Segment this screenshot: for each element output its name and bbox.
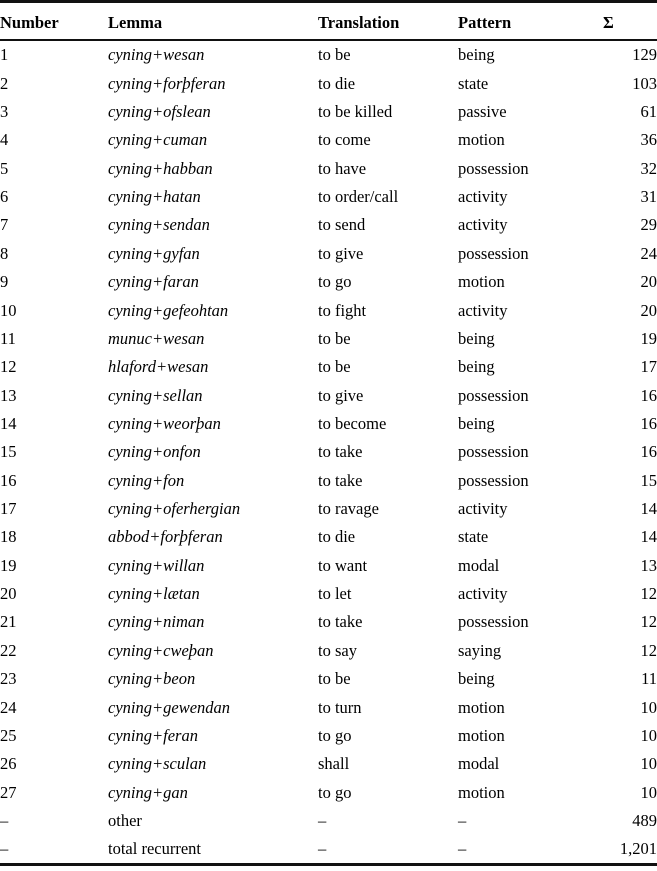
cell-number: 12: [0, 357, 17, 377]
cell-sum: 1,201: [619, 839, 657, 859]
cell-translation: to give: [318, 243, 364, 263]
cell-translation: to order/call: [318, 187, 399, 207]
cell-translation: to be: [318, 328, 351, 348]
cell-translation: to be: [318, 669, 351, 689]
cell-lemma: cyning+gewendan: [108, 697, 231, 717]
cell-translation: to become: [318, 413, 387, 433]
cell-pattern: activity: [458, 300, 508, 320]
cell-translation: –: [318, 839, 327, 859]
cell-sum: 10: [640, 725, 657, 745]
cell-translation: to take: [318, 442, 363, 462]
table-row: [0, 126, 657, 154]
cell-translation: to give: [318, 385, 364, 405]
cell-translation: –: [318, 811, 327, 830]
cell-pattern: being: [458, 669, 495, 689]
table-row: [0, 98, 657, 126]
cell-sum: 15: [640, 470, 657, 490]
cell-translation: to fight: [318, 300, 367, 320]
cell-pattern: possession: [458, 385, 529, 405]
cell-sum: 61: [640, 102, 657, 122]
cell-pattern: activity: [458, 187, 508, 207]
cell-sum: 16: [640, 442, 657, 462]
cell-pattern: –: [458, 811, 467, 830]
cell-sum: 20: [640, 272, 657, 292]
cell-lemma: cyning+faran: [108, 272, 199, 292]
bottom-rule-inner: [0, 866, 657, 871]
cell-translation: to be: [318, 357, 351, 377]
cell-number: 7: [0, 215, 9, 235]
cell-number: 20: [0, 584, 17, 604]
cell-pattern: possession: [458, 612, 529, 632]
cell-pattern: –: [458, 839, 467, 859]
cell-sum: 14: [640, 499, 657, 519]
cell-number: 26: [0, 754, 17, 774]
cell-lemma: munuc+wesan: [108, 328, 205, 348]
cell-sum: 129: [632, 45, 657, 65]
cell-pattern: being: [458, 357, 495, 377]
cell-pattern: motion: [458, 782, 505, 802]
table-row: [0, 438, 657, 466]
cell-sum: 17: [640, 357, 657, 377]
cell-sum: 12: [640, 584, 657, 604]
cell-sum: 36: [640, 130, 657, 150]
cell-lemma: cyning+habban: [108, 158, 213, 178]
cell-translation: to be: [318, 45, 351, 65]
cell-translation: to die: [318, 527, 356, 547]
cell-sum: 32: [640, 158, 657, 178]
table-row: [0, 523, 657, 551]
cell-pattern: possession: [458, 243, 529, 263]
cell-lemma: abbod+forþferan: [108, 527, 223, 547]
cell-sum: 16: [640, 385, 657, 405]
cell-number: 17: [0, 499, 17, 519]
cell-translation: to have: [318, 158, 367, 178]
cell-pattern: being: [458, 328, 495, 348]
table-row: [0, 665, 657, 693]
cell-number: 22: [0, 640, 17, 660]
table-row: [0, 240, 657, 268]
table-body: [0, 41, 657, 864]
cell-translation: to say: [318, 640, 357, 660]
cell-lemma: cyning+cuman: [108, 130, 208, 150]
cell-number: 3: [0, 102, 9, 122]
table-row: [0, 608, 657, 636]
cell-sum: 31: [640, 187, 657, 207]
cell-lemma: cyning+gefeohtan: [108, 300, 229, 320]
cell-number: 6: [0, 187, 9, 207]
cell-pattern: activity: [458, 584, 508, 604]
cell-pattern: possession: [458, 470, 529, 490]
column-header-sum: Σ: [603, 13, 614, 32]
cell-translation: to go: [318, 272, 352, 292]
cell-pattern: motion: [458, 272, 505, 292]
cell-translation: to want: [318, 555, 368, 575]
cell-sum: 14: [640, 527, 657, 547]
cell-translation: to come: [318, 130, 371, 150]
cell-sum: 103: [632, 73, 657, 93]
cell-sum: 13: [640, 555, 657, 575]
cell-lemma: cyning+willan: [108, 555, 205, 575]
cell-lemma: cyning+hatan: [108, 187, 201, 207]
cell-pattern: possession: [458, 158, 529, 178]
cell-lemma: other: [108, 811, 142, 830]
cell-number: 10: [0, 300, 17, 320]
cell-pattern: modal: [458, 754, 500, 774]
cell-lemma: cyning+cweþan: [108, 640, 214, 660]
cell-sum: 24: [640, 243, 657, 263]
cell-lemma: cyning+niman: [108, 612, 205, 632]
cell-lemma: cyning+weorþan: [108, 413, 221, 433]
cell-sum: 19: [640, 328, 657, 348]
cell-sum: 11: [641, 669, 657, 689]
table-row: [0, 551, 657, 579]
cell-pattern: state: [458, 73, 489, 93]
cell-number: 24: [0, 697, 17, 717]
cell-number: 21: [0, 612, 17, 632]
cell-lemma: cyning+sellan: [108, 385, 203, 405]
column-header-number: Number: [0, 13, 59, 32]
cell-lemma: total recurrent: [108, 839, 201, 859]
cell-sum: 10: [640, 697, 657, 717]
cell-translation: to take: [318, 612, 363, 632]
cell-number: –: [0, 839, 9, 859]
cell-sum: 16: [640, 413, 657, 433]
table-foot: [0, 864, 657, 871]
cell-number: 27: [0, 782, 17, 802]
cell-lemma: cyning+sculan: [108, 754, 207, 774]
cell-translation: to take: [318, 470, 363, 490]
cell-pattern: possession: [458, 442, 529, 462]
cell-lemma: cyning+oferhergian: [108, 499, 241, 519]
cell-lemma: cyning+gan: [108, 782, 188, 802]
cell-number: 13: [0, 385, 17, 405]
cell-number: 1: [0, 45, 9, 65]
cell-pattern: saying: [458, 640, 502, 660]
cell-number: 15: [0, 442, 17, 462]
cell-pattern: state: [458, 527, 489, 547]
table-row: [0, 750, 657, 778]
cell-number: 2: [0, 73, 9, 93]
table-row: [0, 807, 657, 835]
cell-translation: shall: [318, 754, 350, 774]
table-row: [0, 268, 657, 296]
cell-number: 16: [0, 470, 17, 490]
table-row: [0, 722, 657, 750]
cell-lemma: cyning+beon: [108, 669, 196, 689]
cell-sum: 10: [640, 782, 657, 802]
cell-pattern: motion: [458, 697, 505, 717]
cell-number: 18: [0, 527, 17, 547]
table-row: [0, 637, 657, 665]
table-row: [0, 381, 657, 409]
cell-number: –: [0, 811, 9, 830]
table-row: [0, 211, 657, 239]
table-head: [0, 1, 657, 41]
table-row: [0, 41, 657, 69]
cell-lemma: cyning+forþferan: [108, 73, 226, 93]
column-header-translation: Translation: [318, 13, 400, 32]
cell-lemma: cyning+gyfan: [108, 243, 200, 263]
cell-lemma: hlaford+wesan: [108, 357, 209, 377]
cell-pattern: being: [458, 413, 495, 433]
table-row: [0, 296, 657, 324]
cell-number: 9: [0, 272, 9, 292]
cell-number: 8: [0, 243, 9, 263]
cell-number: 11: [0, 328, 16, 348]
cell-lemma: cyning+onfon: [108, 442, 201, 462]
cell-sum: 12: [640, 612, 657, 632]
cell-pattern: activity: [458, 215, 508, 235]
column-header-lemma: Lemma: [108, 13, 163, 32]
cell-translation: to send: [318, 215, 366, 235]
cell-sum: 29: [640, 215, 657, 235]
cell-pattern: modal: [458, 555, 500, 575]
cell-translation: to turn: [318, 697, 362, 717]
cell-pattern: being: [458, 45, 495, 65]
cell-lemma: cyning+lætan: [108, 584, 200, 604]
table-row: [0, 410, 657, 438]
column-header-pattern: Pattern: [458, 13, 512, 32]
cell-number: 19: [0, 555, 17, 575]
cell-pattern: motion: [458, 130, 505, 150]
cell-lemma: cyning+feran: [108, 725, 198, 745]
table-row: [0, 325, 657, 353]
table-row: [0, 495, 657, 523]
table-row: [0, 835, 657, 864]
cell-translation: to go: [318, 782, 352, 802]
cell-number: 25: [0, 725, 17, 745]
cell-sum: 20: [640, 300, 657, 320]
cell-translation: to go: [318, 725, 352, 745]
table-row: [0, 183, 657, 211]
cell-pattern: passive: [458, 102, 507, 122]
cell-number: 5: [0, 158, 9, 178]
table-row: [0, 778, 657, 806]
cell-sum: 489: [632, 811, 657, 830]
cell-sum: 12: [640, 640, 657, 660]
cell-lemma: cyning+sendan: [108, 215, 210, 235]
table-row: [0, 466, 657, 494]
cell-lemma: cyning+fon: [108, 470, 185, 490]
table-row: [0, 693, 657, 721]
table-row: [0, 353, 657, 381]
cell-pattern: motion: [458, 725, 505, 745]
table-row: [0, 69, 657, 97]
cell-number: 4: [0, 130, 9, 150]
cell-sum: 10: [640, 754, 657, 774]
cell-number: 14: [0, 413, 17, 433]
cell-translation: to be killed: [318, 102, 393, 122]
cell-translation: to ravage: [318, 499, 379, 519]
cell-translation: to die: [318, 73, 356, 93]
cell-number: 23: [0, 669, 17, 689]
table-row: [0, 580, 657, 608]
table-header-row: [0, 8, 657, 40]
cell-lemma: cyning+ofslean: [108, 102, 211, 122]
cell-lemma: cyning+wesan: [108, 45, 205, 65]
cell-pattern: activity: [458, 499, 508, 519]
cell-translation: to let: [318, 584, 352, 604]
table-row: [0, 154, 657, 182]
